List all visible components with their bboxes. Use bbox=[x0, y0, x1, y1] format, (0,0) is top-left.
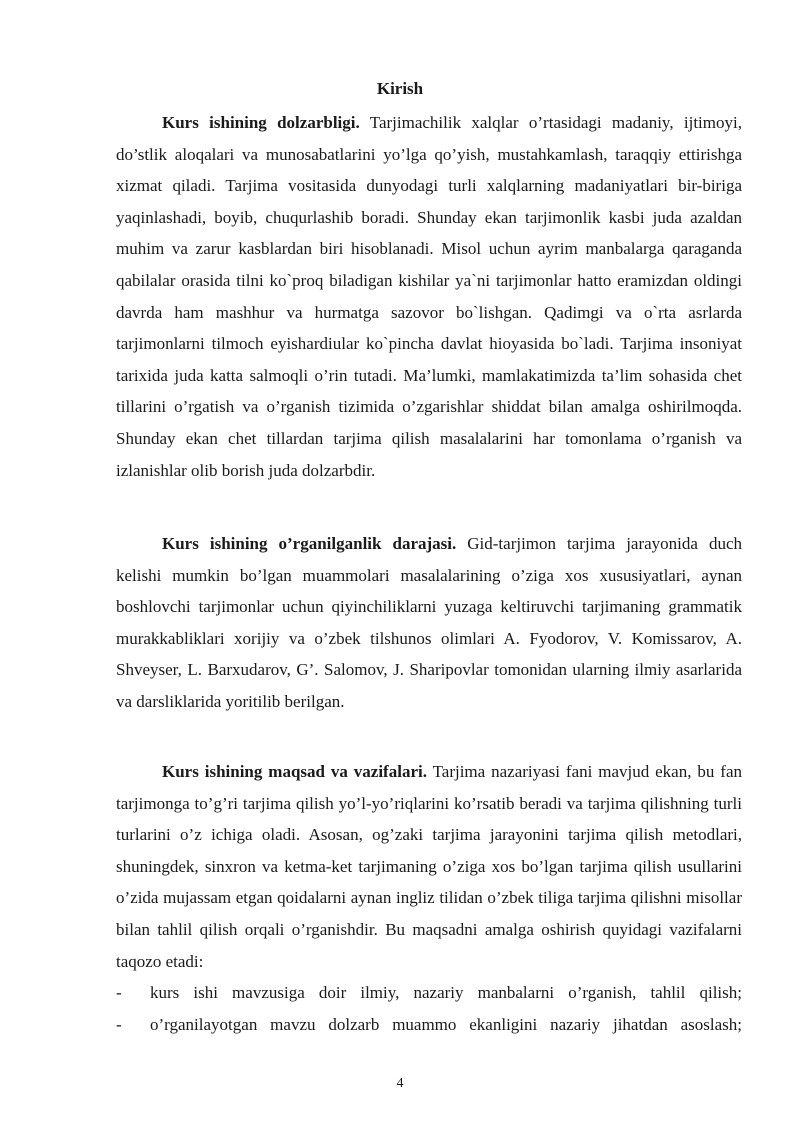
paragraph-text: Tarjimachilik xalqlar o’rtasidagi madaniy, ijtimoyi, do’stlik aloqalari va munosabatlarini yo’lga qo’yish, mustahkamlash, taraqqiy ettirishga xizmat qiladi. Tarjima vositasida dunyodagi turli xalqlarning madaniyatlari bir-biriga yaqinlashadi, boyib, chuqurlashib boradi. Shunday ekan tarjimonlik kasbi juda azaldan muhim va zarur kasblardan biri hisoblanadi. Misol uchun ayrim manbalarga qaraganda qabilalar orasida tilni ko`proq biladigan kishilar ya`ni tarjimonlar hatto eramizdan oldingi davrda ham mashhur va hurmatga sazovor bo`lishgan. Qadimgi va o`rta asrlarda tarjimonlarni tilmoch eyishardiular ko`pincha davlat hioyasida bo`ladi. Tarjima insoniyat tarixida juda katta salmoqli o’rin tutadi. Ma’lumki, mamlakatimizda ta’lim sohasida chet tillarini o’rgatish va o’rganish tizimida o’zgarishlar shiddat bilan amalga oshirilmoqda. Shunday ekan chet tillardan tarjima qilish masalalarini har tomonlama o’rganish va izlanishlar olib borish juda dolzarbdir. bbox=[116, 113, 742, 480]
list-dash: - bbox=[116, 983, 122, 1002]
paragraph-label: Kurs ishining o’rganilganlik darajasi. bbox=[162, 534, 457, 553]
paragraph-goals bbox=[116, 756, 742, 977]
list-item-text: kurs ishi mavzusiga doir ilmiy, nazariy manbalarni o’rganish, tahlil qilish; bbox=[150, 983, 742, 1002]
page-number: 4 bbox=[396, 1076, 404, 1091]
paragraph-text: Gid-tarjimon tarjima jarayonida duch kelishi mumkin bo’lgan muammolari masalalarining o’ziga xos xususiyatlari, aynan boshlovchi tarjimonlar uchun qiyinchiliklarni yuzaga keltiruvchi tarjimaning grammatik murakkabliklari xorijiy va o’zbek tilshunos olimlari A. Fyodorov, V. Komissarov, A. Shveyser, L. Barxudarov, G’. Salomov, J. Sharipovlar tomonidan ularning ilmiy asarlarida va darsliklarida yoritilib berilgan. bbox=[116, 534, 742, 711]
paragraph-study-level bbox=[116, 528, 742, 718]
paragraph-relevance bbox=[116, 107, 742, 486]
paragraph-text: Tarjima nazariyasi fani mavjud ekan, bu fan tarjimonga to’g’ri tarjima qilish yo’l-yo’riqlarini ko’rsatib beradi va tarjima qilishning turli turlarini o’z ichiga oladi. Asosan, og’zaki tarjima jarayonini tarjima qilish metodlari, shuningdek, sinxron va ketma-ket tarjimaning o’ziga xos bo’lgan tarjima qilish usullarini o’zida mujassam etgan qoidalarni aynan ingliz tilidan o’zbek tiliga tarjima qilishni misollar bilan tahlil qilish orqali o’rganishdir. Bu maqsadni amalga oshirish quyidagi vazifalarni taqozo etadi: bbox=[116, 762, 742, 971]
paragraph-label: Kurs ishining maqsad va vazifalari. bbox=[162, 762, 427, 781]
list-dash: - bbox=[116, 1015, 122, 1034]
paragraph-label: Kurs ishining dolzarbligi. bbox=[162, 113, 360, 132]
section-heading: Kirish bbox=[376, 79, 424, 98]
list-item-text: o’rganilayotgan mavzu dolzarb muammo ekanligini nazariy jihatdan asoslash; bbox=[150, 1015, 742, 1034]
